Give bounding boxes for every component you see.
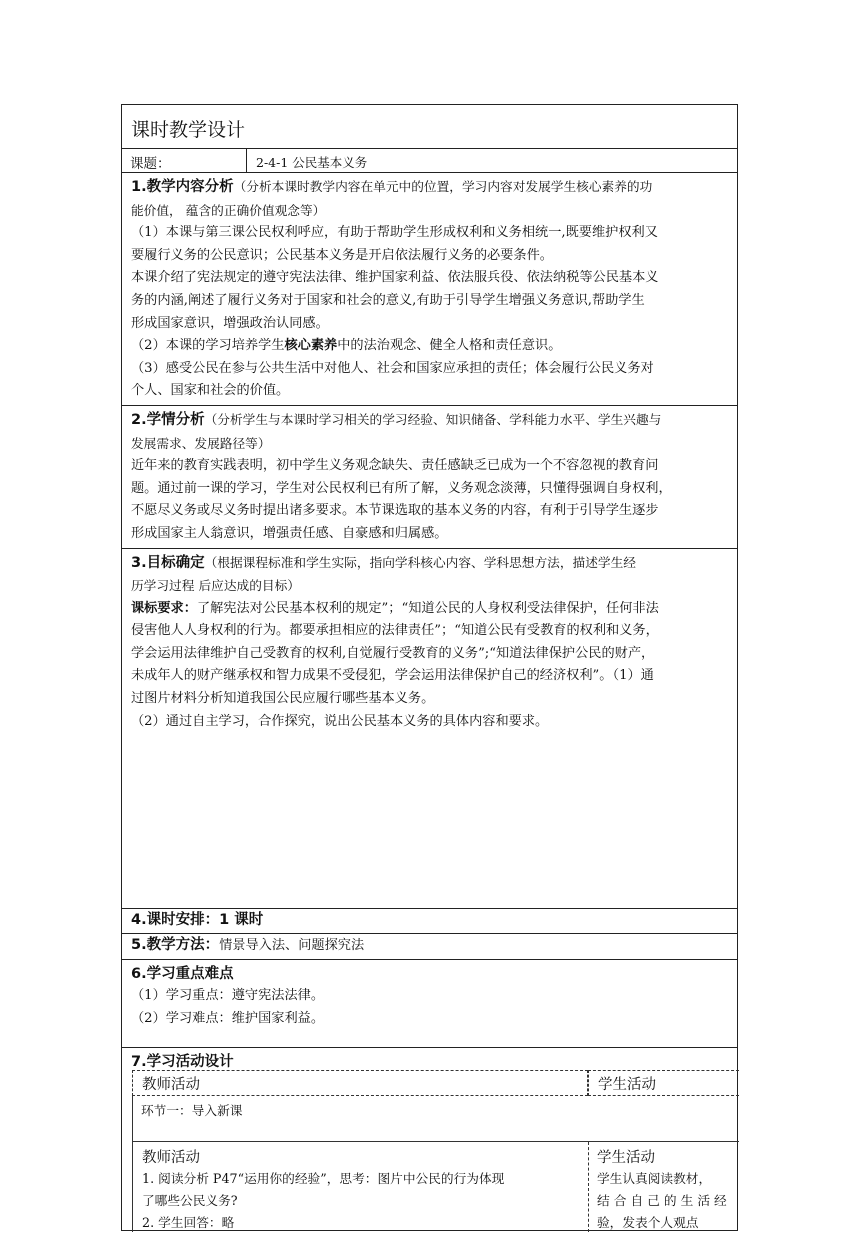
segment-row <box>132 1096 739 1142</box>
section-note: （分析学生与本课时学习相关的学习经验、知识储备、学科能力水平、学生兴趣与 <box>204 411 662 427</box>
section-heading: 1.教学内容分析 <box>131 179 234 195</box>
core-literacy-emphasis: 核心素养 <box>284 338 338 354</box>
lesson-design-table <box>121 104 738 1231</box>
section-activity-design <box>121 1047 738 1231</box>
paragraph: 题。通过前一课的学习，学生对公民权利已有所了解，义务观念淡薄，只懂得强调自身权利， <box>131 480 672 496</box>
section-heading: 4.课时安排：1 课时 <box>131 911 264 928</box>
teacher-activity-header: 教师活动 <box>132 1070 588 1096</box>
paragraph: （2）通过自主学习，合作探究，说出公民基本义务的具体内容和要求。 <box>131 713 549 729</box>
lesson-label: 课题： <box>122 149 247 172</box>
paragraph: （3）感受公民在参与公共生活中对他人、社会和国家应承担的责任；体会履行公民义务对 <box>131 360 654 376</box>
activity-step: 了哪些公民义务? <box>142 1192 238 1208</box>
page-title: 课时教学设计 <box>121 104 738 148</box>
methods-value: 情景导入法、问题探究法 <box>219 937 365 953</box>
paragraph: 形成国家意识，增强政治认同感。 <box>131 315 329 331</box>
paragraph: 近年来的教育实践表明，初中学生义务观念缺失、责任感缺乏已成为一个不容忽视的教育问 <box>131 458 659 474</box>
section-note: 能价值， 蕴含的正确价值观念等） <box>131 202 326 218</box>
section-note: （根据课程标准和学生实际，指向学科核心内容、学科思想方法，描述学生经 <box>204 554 636 570</box>
section-schedule <box>121 908 738 933</box>
section-content-analysis <box>121 172 738 405</box>
section-note: （分析本课时教学内容在单元中的位置，学习内容对发展学生核心素养的功 <box>233 179 653 194</box>
paragraph: 不愿尽义务或尽义务时提出诸多要求。本节课选取的基本义务的内容，有利于引导学生逐步 <box>131 503 659 519</box>
paragraph: 务的内涵,阐述了履行义务对于国家和社会的意义,有助于引导学生增强义务意识,帮助学生 <box>131 292 645 308</box>
section-note: 发展需求、发展路径等） <box>131 435 271 451</box>
requirement-label: 课标要求： <box>131 600 197 616</box>
paragraph: 未成年人的财产继承权和智力成果不受侵犯，学会运用法律保护自己的经济权利”。（1）通 <box>131 668 654 684</box>
segment-label: 环节一：导入新课 <box>141 1102 243 1118</box>
paragraph: 侵害他人人身权利的行为。都要承担相应的法律责任”；“知道公民有受教育的权利和义务， <box>131 623 659 639</box>
section-methods <box>121 933 738 959</box>
paragraph: 中的法治观念、健全人格和责任意识。 <box>337 338 562 354</box>
section-heading: 5.教学方法： <box>131 936 220 953</box>
section-heading: 2.学情分析 <box>131 411 205 428</box>
section-key-points <box>121 959 738 1047</box>
lesson-value: 2-4-1 公民基本义务 <box>256 155 368 170</box>
student-activity-cell: 学生活动 学生认真阅读教材， 结 合 自 己 的 生 活 经 验，发表个人观点 <box>589 1142 739 1232</box>
section-learner-analysis <box>121 405 738 548</box>
paragraph: 本课介绍了宪法规定的遵守宪法法律、维护国家利益、依法服兵役、依法纳税等公民基本义 <box>131 270 659 286</box>
student-step: 验，发表个人观点 <box>597 1214 699 1230</box>
paragraph: 形成国家主人翁意识，增强责任感、自豪感和归属感。 <box>131 525 448 541</box>
section-heading: 3.目标确定 <box>131 554 205 571</box>
student-step: 结 合 自 己 的 生 活 经 <box>597 1192 727 1208</box>
section-heading: 6.学习重点难点 <box>131 965 234 982</box>
paragraph: （1）学习重点：遵守宪法法律。 <box>131 988 325 1004</box>
lesson-row <box>121 148 738 172</box>
paragraph: 了解宪法对公民基本权利的规定”；“知道公民的人身权利受法律保护，任何非法 <box>196 600 659 616</box>
paragraph: （2）本课的学习培养学生 <box>131 338 285 354</box>
student-activity-header: 学生活动 <box>588 1070 739 1096</box>
activity-step: 2. 学生回答：略 <box>142 1214 235 1230</box>
activity-step: 1. 阅读分析 P47“运用你的经验”，思考：图片中公民的行为体现 <box>142 1170 505 1186</box>
section-heading: 7.学习活动设计 <box>131 1053 234 1070</box>
section-note: 历学习过程 后应达成的目标） <box>131 578 300 594</box>
student-step: 学生认真阅读教材， <box>597 1170 712 1186</box>
section-objectives <box>121 548 738 908</box>
paragraph: 学会运用法律维护自己受教育的权利,自觉履行受教育的义务”;“知道法律保护公民的财产， <box>131 645 655 661</box>
paragraph: （2）学习难点：维护国家利益。 <box>131 1010 325 1026</box>
paragraph: （1）本课与第三课公民权利呼应，有助于帮助学生形成权利和义务相统一,既要维护权利又 <box>131 225 658 241</box>
teacher-activity-cell: 教师活动 1. 阅读分析 P47“运用你的经验”，思考：图片中公民的行为体现 了哪些公民义务? 2. 学生回答：略 <box>132 1142 589 1232</box>
paragraph: 要履行义务的公民意识；公民基本义务是开启依法履行义务的必要条件。 <box>131 247 553 263</box>
paragraph: 过图片材料分析知道我国公民应履行哪些基本义务。 <box>131 691 435 707</box>
paragraph: 个人、国家和社会的价值。 <box>131 383 290 399</box>
